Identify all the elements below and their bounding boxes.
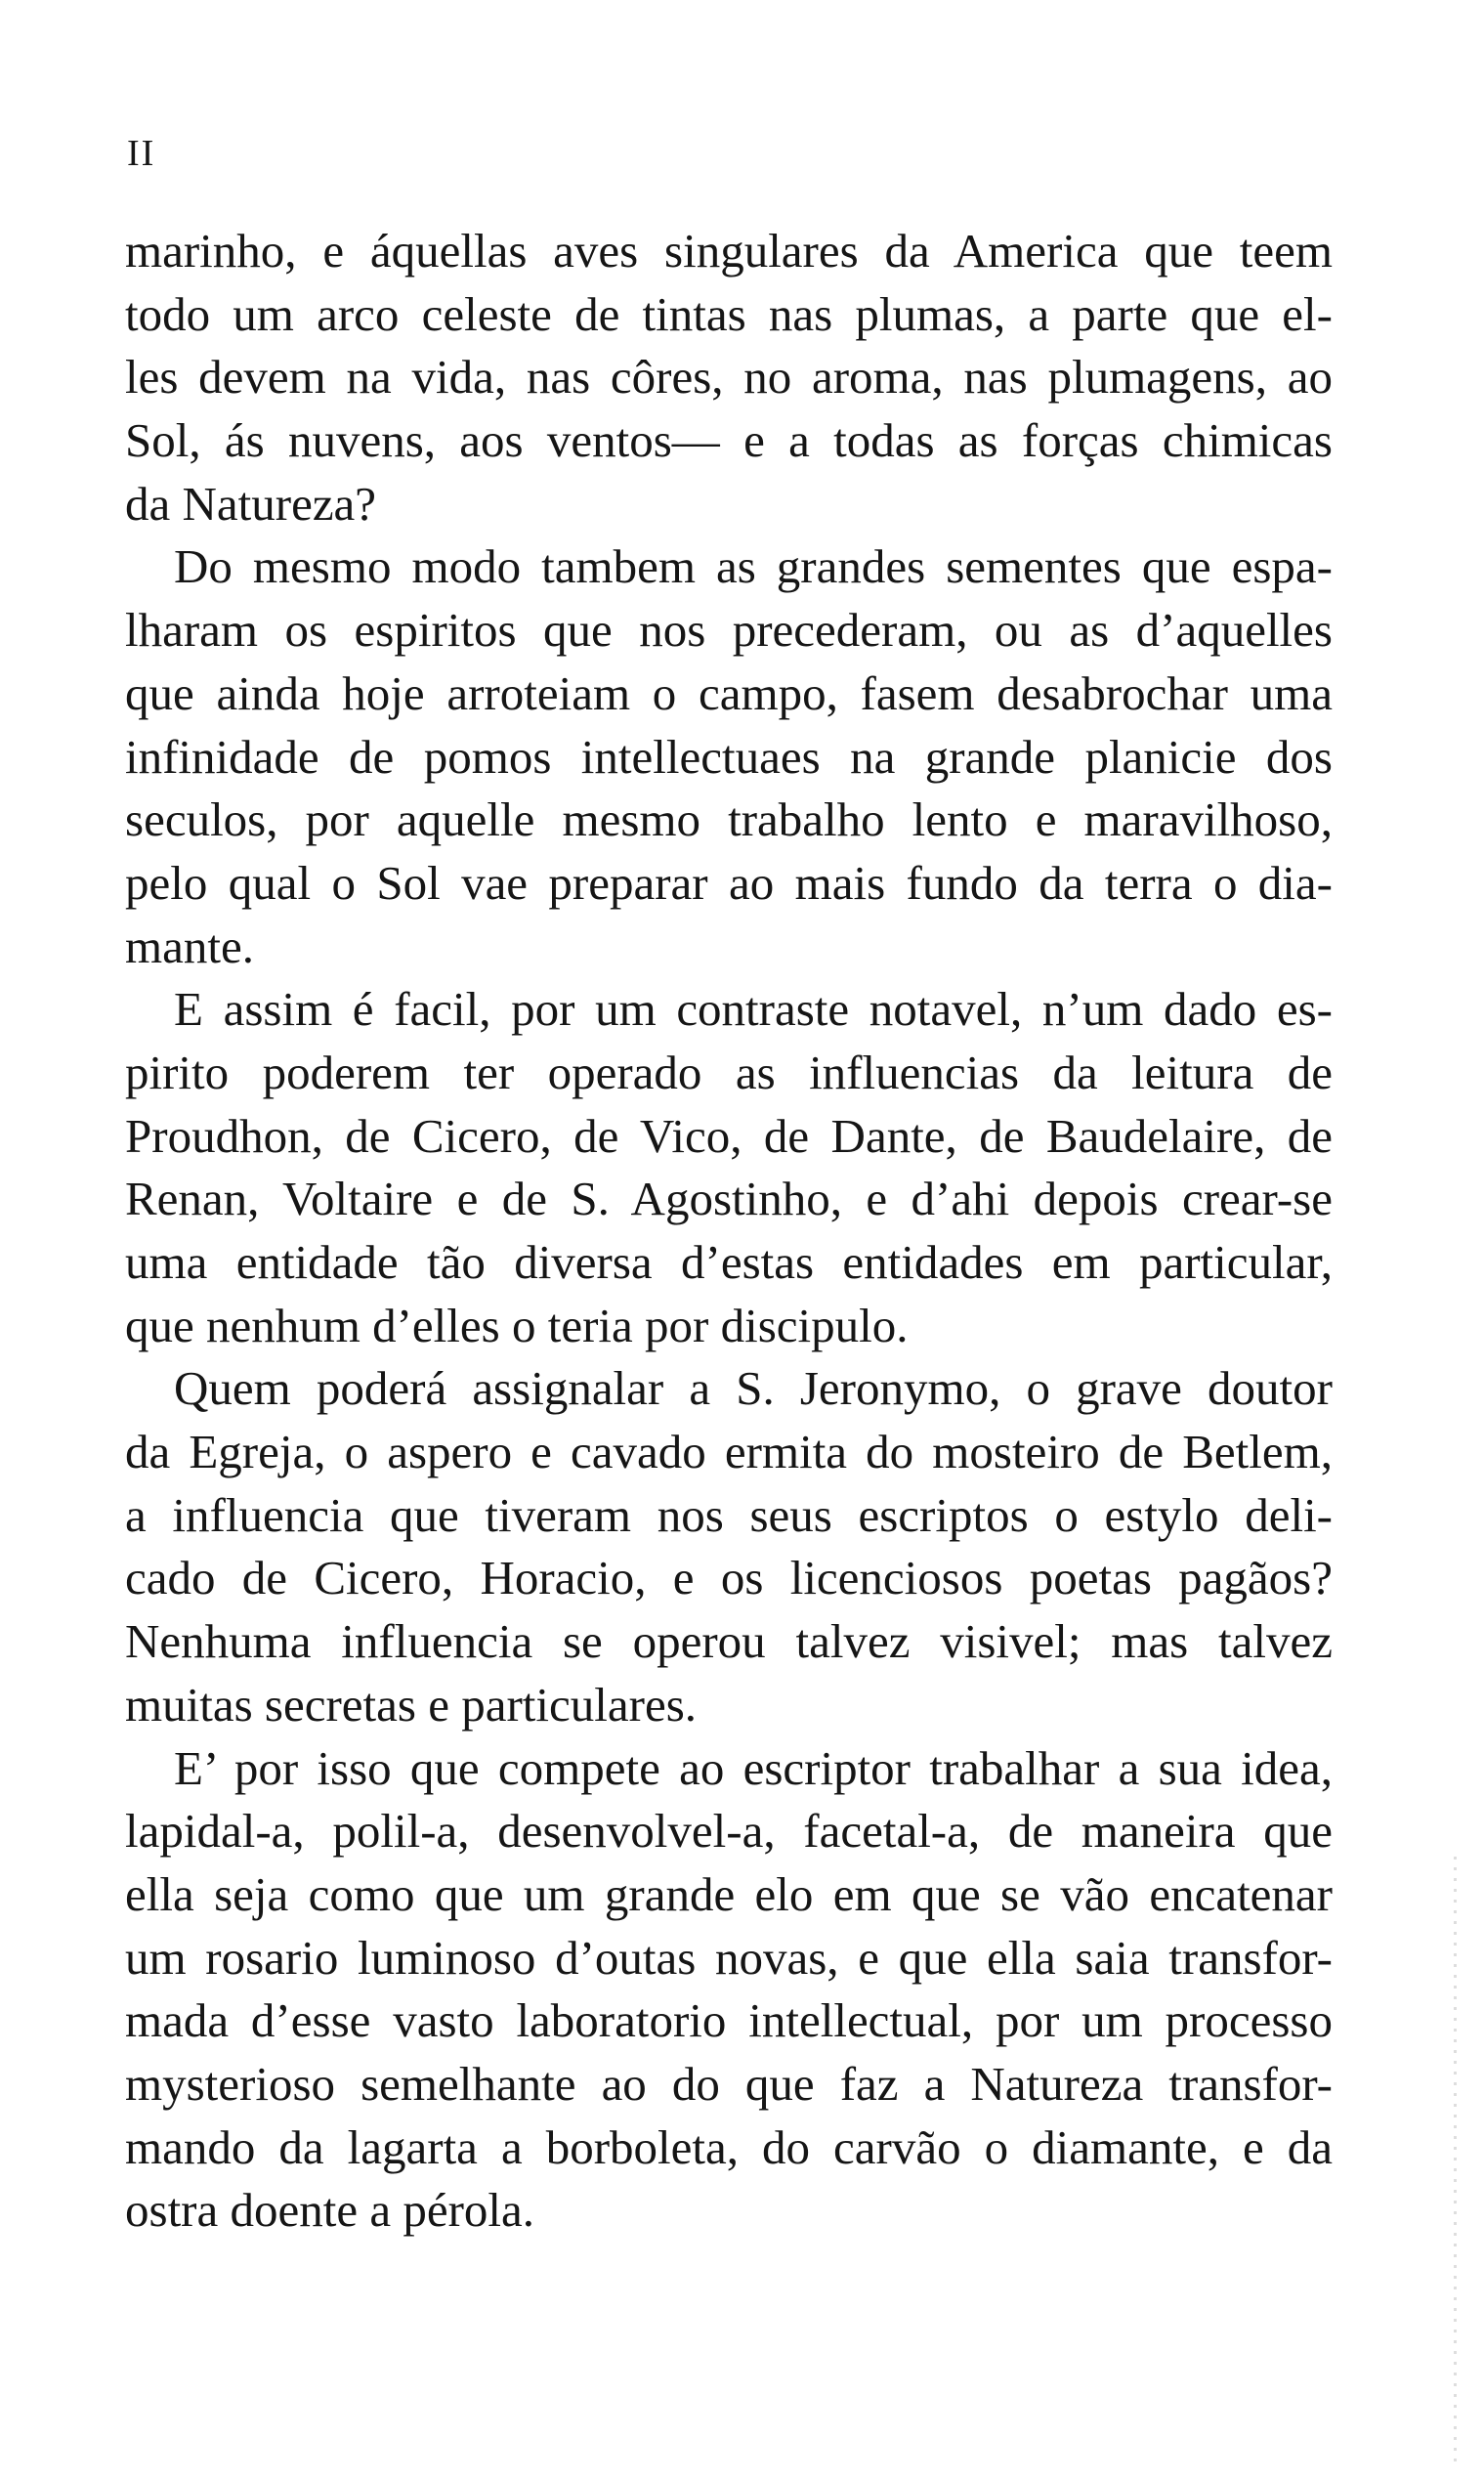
text-line: les devem na vida, nas côres, no aroma, nas plumagens, ao <box>125 350 1333 405</box>
text-line: E’ por isso que compete ao escriptor trabalhar a sua idea, <box>174 1740 1333 1795</box>
text-line: ella seja como que um grande elo em que se vão encatenar <box>125 1866 1333 1921</box>
text-line: marinho, e áquellas aves singulares da America que teem <box>125 224 1333 278</box>
text-line: todo um arco celeste de tintas nas plumas, a parte que el- <box>125 286 1333 341</box>
text-line: mysterioso semelhante ao do que faz a Natureza transfor- <box>125 2056 1333 2111</box>
text-line: mando da lagarta a borboleta, do carvão o diamante, e da <box>125 2119 1333 2174</box>
text-line: Do mesmo modo tambem as grandes sementes que espa- <box>174 539 1333 594</box>
text-line: infinidade de pomos intellectuaes na grande planicie dos <box>125 729 1333 784</box>
text-line: pelo qual o Sol vae preparar ao mais fundo da terra o dia- <box>125 855 1333 910</box>
text-line: que nenhum d’elles o teria por discipulo. <box>125 1298 909 1352</box>
text-line: um rosario luminoso d’outas novas, e que ella saia transfor- <box>125 1930 1333 1985</box>
text-line: mada d’esse vasto laboratorio intellectual, por um processo <box>125 1993 1333 2048</box>
text-line: Sol, ás nuvens, aos ventos— e a todas as forças chimicas <box>125 413 1333 468</box>
text-line: da Natureza? <box>125 476 377 531</box>
text-line: Renan, Voltaire e de S. Agostinho, e d’ahi depois crear-se <box>125 1172 1333 1226</box>
text-line: que ainda hoje arroteiam o campo, fasem desabrochar uma <box>125 665 1333 720</box>
text-line: lapidal-a, polil-a, desenvolvel-a, facetal-a, de maneira que <box>125 1804 1333 1859</box>
text-line: Proudhon, de Cicero, de Vico, de Dante, de Baudelaire, de <box>125 1108 1333 1163</box>
page-edge-scan-artifact <box>1454 1857 1457 2462</box>
text-line: muitas secretas e particulares. <box>125 1677 698 1732</box>
text-line: a influencia que tiveram nos seus escriptos o estylo deli- <box>125 1487 1333 1542</box>
text-line: seculos, por aquelle mesmo trabalho lento e maravilhoso, <box>125 792 1333 847</box>
text-line: da Egreja, o aspero e cavado ermita do mosteiro de Betlem, <box>125 1425 1333 1479</box>
text-line: ostra doente a pérola. <box>125 2183 535 2238</box>
text-line: pirito poderem ter operado as influencias da leitura de <box>125 1045 1333 1099</box>
text-line: E assim é facil, por um contraste notavel, n’um dado es- <box>174 982 1333 1037</box>
text-line: Quem poderá assignalar a S. Jeronymo, o grave doutor <box>174 1361 1333 1416</box>
text-line: mante. <box>125 919 254 973</box>
body-text <box>125 220 1333 2243</box>
text-line: lharam os espiritos que nos precederam, ou as d’aquelles <box>125 603 1333 658</box>
page-number: II <box>127 133 156 174</box>
text-line: uma entidade tão diversa d’estas entidades em particular, <box>125 1235 1333 1289</box>
text-line: cado de Cicero, Horacio, e os licenciosos poetas pagãos? <box>125 1551 1333 1605</box>
text-line: Nenhuma influencia se operou talvez visivel; mas talvez <box>125 1614 1333 1669</box>
